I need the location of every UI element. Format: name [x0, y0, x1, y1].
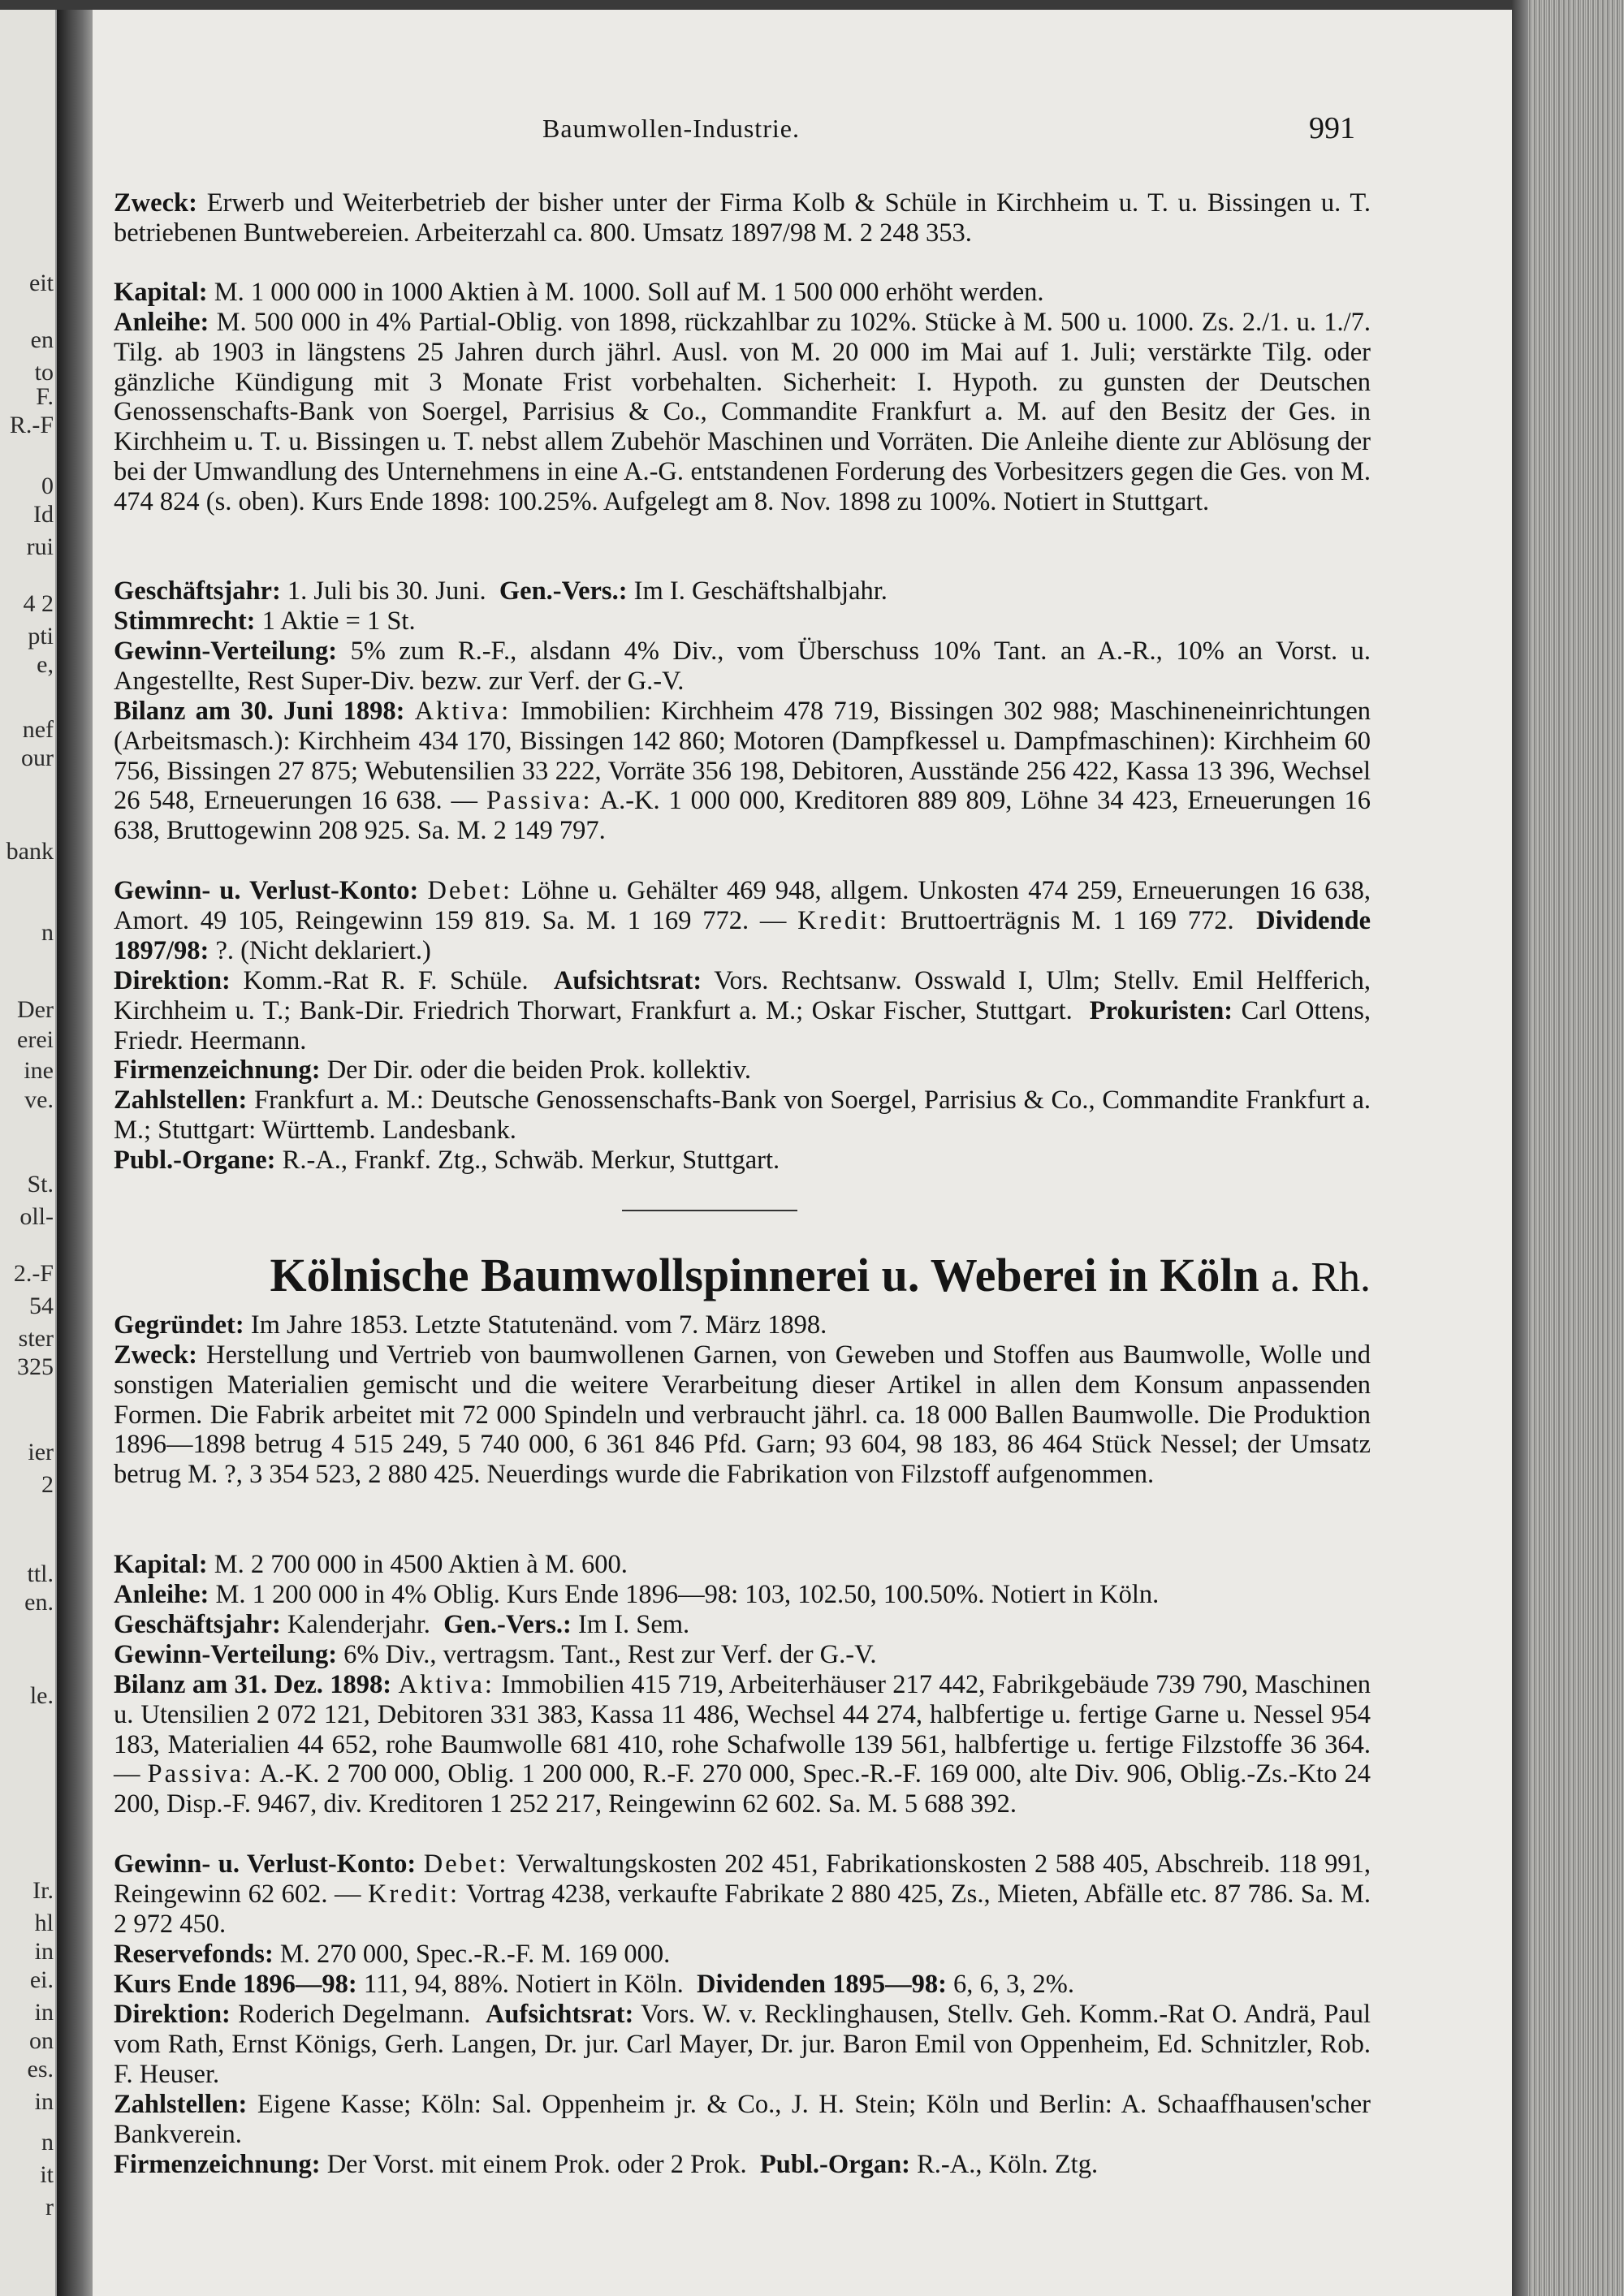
margin-fragment: ster	[18, 1325, 54, 1352]
page-edges	[1512, 0, 1624, 2296]
entry2-direktion: Direktion: Roderich Degelmann. Aufsichtsrat: Vors. W. v. Recklinghausen, Stellv. Geh. Komm.-Rat O. Andrä, Paul vom Rath, Ernst Königs, Gerh. Langen, Dr. jur. Carl Mayer, Dr. jur. Baron Emil von Oppenheim, Ed. Schnitzler, Rob. F. Heuser.	[114, 2000, 1371, 2089]
entry2-kapital: Kapital: M. 2 700 000 in 4500 Aktien à M. 600.	[114, 1550, 628, 1579]
entry1-zweck: Zweck: Erwerb und Weiterbetrieb der bisher unter der Firma Kolb & Schüle in Kirchheim u. T. u. Bissingen u. T. betriebenen Buntwebereien. Arbeiterzahl ca. 800. Umsatz 1897/98 M. 2 248 353.	[114, 188, 1371, 248]
margin-fragment: e,	[37, 651, 54, 678]
margin-fragment: Ir.	[32, 1877, 54, 1904]
book-gutter	[57, 10, 93, 2296]
entry1-kapital: Kapital: M. 1 000 000 in 1000 Aktien à M. 1000. Soll auf M. 1 500 000 erhöht werden.	[114, 278, 1044, 307]
margin-fragment: it	[40, 2161, 54, 2188]
margin-fragment: erei	[17, 1026, 54, 1053]
margin-fragment: R.-F	[9, 412, 54, 438]
margin-fragment: ttl.	[27, 1560, 54, 1587]
margin-fragment: oll-	[19, 1203, 54, 1230]
margin-fragment: pti	[28, 623, 54, 650]
entry1-firmenzeichnung: Firmenzeichnung: Der Dir. oder die beiden Prok. kollektiv.	[114, 1055, 751, 1085]
margin-fragment: 2.-F	[13, 1260, 54, 1287]
margin-fragment: ine	[24, 1057, 54, 1084]
margin-fragment: n	[41, 919, 54, 946]
margin-fragment: r	[45, 2194, 54, 2220]
margin-fragment: 325	[17, 1353, 54, 1380]
entry1-bilanz: Bilanz am 30. Juni 1898: Aktiva: Immobilien: Kirchheim 478 719, Bissingen 302 988; Maschineneinrichtungen (Arbeitsmasch.): Kirchheim 434 170, Bissingen 142 860; Motoren (Dampfkessel u. Dampfmaschinen): Kirchheim 60 756, Bissingen 27 875; Webutensilien 33 222, Vorräte 356 198, Debitoren, Ausstände 256 422, Kassa 13 396, Wechsel 26 548, Erneuerungen 16 638. — Passiva: A.-K. 1 000 000, Kreditoren 889 809, Löhne 34 423, Erneuerungen 16 638, Bruttogewinn 208 925. Sa. M. 2 149 797.	[114, 697, 1371, 846]
entry2-bilanz: Bilanz am 31. Dez. 1898: Aktiva: Immobilien 415 719, Arbeiterhäuser 217 442, Fabrikgebäude 739 790, Maschinen u. Utensilien 2 072 121, Debitoren 331 383, Kassa 11 486, Wechsel 44 274, halbfertige u. fertige Garne u. Nessel 954 183, Materialien 44 652, rohe Baumwolle 681 410, rohe Schafwolle 139 561, halbfertige u. fertige Filzstoffe 36 364. — Passiva: A.-K. 2 700 000, Oblig. 1 200 000, R.-F. 270 000, Spec.-R.-F. 169 000, alte Div. 906, Oblig.-Zs.-Kto 24 200, Disp.-F. 9467, div. Kreditoren 1 252 217, Reingewinn 62 602. Sa. M. 5 688 392.	[114, 1670, 1371, 1819]
entry1-anleihe: Anleihe: M. 500 000 in 4% Partial-Oblig. von 1898, rückzahlbar zu 102%. Stücke à M. 500 u. 1000. Zs. 2./1. u. 1./7. Tilg. ab 1903 in längstens 25 Jahren durch jährl. Ausl. von M. 20 000 im Mai auf 1. Juli; verstärkte Tilg. oder gänzliche Kündigung mit 3 Monate Frist vorbehalten. Sicherheit: I. Hypoth. zu gunsten der Deutschen Genossenschafts-Bank von Soergel, Parrisius & Co., Commandite Frankfurt a. M. auf den Besitz der Ges. in Kirchheim u. T. u. Bissingen u. T. nebst allem Zubehör Maschinen und Vorräten. Die Anleihe diente zur Ablösung der bei der Umwandlung des Unternehmens in eine A.-G. entstandenen Forderung des Vorbesitzers gegen die Ges. von M. 474 824 (s. oben). Kurs Ende 1898: 100.25%. Aufgelegt am 8. Nov. 1898 zu 100%. Notiert in Stuttgart.	[114, 308, 1371, 516]
margin-fragment: 2	[41, 1471, 54, 1498]
margin-fragment: ve.	[24, 1086, 54, 1113]
entry2-gegruendet: Gegründet: Im Jahre 1853. Letzte Statutenänd. vom 7. März 1898.	[114, 1310, 827, 1340]
margin-fragment: rui	[26, 533, 54, 560]
margin-fragment: F.	[36, 383, 54, 410]
entry2-reservefonds: Reservefonds: M. 270 000, Spec.-R.-F. M. 169 000.	[114, 1940, 671, 1969]
entry2-gewinn-verteilung: Gewinn-Verteilung: 6% Div., vertragsm. Tant., Rest zur Verf. der G.-V.	[114, 1640, 877, 1669]
entry2-gewinn-verlust-konto: Gewinn- u. Verlust-Konto: Debet: Verwaltungskosten 202 451, Fabrikationskosten 2 588 405, Abschreib. 118 991, Reingewinn 62 602. — Kredit: Vortrag 4238, verkaufte Fabrikate 2 880 425, Zs., Mieten, Abfälle etc. 87 786. Sa. M. 2 972 450.	[114, 1849, 1371, 1939]
margin-fragment: on	[29, 2027, 54, 2054]
margin-fragment: en	[30, 326, 54, 353]
entry2-anleihe: Anleihe: M. 1 200 000 in 4% Oblig. Kurs Ende 1896—98: 103, 102.50, 100.50%. Notiert in Köln.	[114, 1580, 1160, 1609]
margin-fragment: 4 2	[23, 590, 54, 617]
margin-fragment: our	[21, 744, 54, 771]
margin-fragment: in	[34, 1938, 54, 1965]
margin-fragment: ier	[28, 1439, 54, 1465]
margin-fragment: in	[34, 1999, 54, 2026]
margin-fragment: Der	[17, 996, 54, 1023]
margin-fragment: le.	[29, 1682, 54, 1709]
margin-fragment: en.	[24, 1589, 54, 1616]
entry1-direktion: Direktion: Komm.-Rat R. F. Schüle. Aufsichtsrat: Vors. Rechtsanw. Osswald I, Ulm; Stellv. Emil Helfferich, Kirchheim u. T.; Bank-Dir. Friedrich Thorwart, Frankfurt a. M.; Oskar Fischer, Stuttgart. Prokuristen: Carl Ottens, Friedr. Heermann.	[114, 966, 1371, 1055]
margin-fragment: Id	[33, 501, 54, 528]
entry2-firmenzeichnung: Firmenzeichnung: Der Vorst. mit einem Prok. oder 2 Prok. Publ.-Organ: R.-A., Köln. Ztg.	[114, 2150, 1099, 2179]
margin-fragment: nef	[22, 716, 54, 743]
margin-fragment: es.	[27, 2056, 54, 2082]
scan-top-border	[0, 0, 1624, 10]
margin-fragment: St.	[27, 1171, 54, 1198]
margin-fragment: bank	[6, 838, 54, 865]
section-divider	[622, 1210, 797, 1211]
company-title: Kölnische Baumwollspinnerei u. Weberei in Köln a. Rh.	[270, 1249, 1371, 1301]
entry1-gewinn-verteilung: Gewinn-Verteilung: 5% zum R.-F., alsdann 4% Div., vom Überschuss 10% Tant. an A.-R., 10% an Vorst. u. Angestellte, Rest Super-Div. bezw. zur Verf. der G.-V.	[114, 637, 1371, 696]
page-number: 991	[1309, 111, 1355, 145]
entry2-kurs: Kurs Ende 1896—98: 111, 94, 88%. Notiert in Köln. Dividenden 1895—98: 6, 6, 3, 2%.	[114, 1970, 1074, 1999]
margin-fragment: ei.	[29, 1966, 54, 1993]
entry1-publ-organe: Publ.-Organe: R.-A., Frankf. Ztg., Schwäb. Merkur, Stuttgart.	[114, 1146, 780, 1175]
margin-fragment: 54	[29, 1293, 54, 1319]
margin-fragment: to	[34, 359, 54, 386]
entry1-geschaeftsjahr: Geschäftsjahr: 1. Juli bis 30. Juni. Gen.-Vers.: Im I. Geschäftshalbjahr.	[114, 576, 888, 606]
margin-fragment: hl	[34, 1910, 54, 1936]
entry2-zweck: Zweck: Herstellung und Vertrieb von baumwollenen Garnen, von Geweben und Stoffen aus Baumwolle, Wolle und sonstigen Materialien gemischt und die weitere Verarbeitung dieser Artikel in allen dem Konsum anpassenden Formen. Die Fabrik arbeitet mit 72 000 Spindeln und verbraucht jährl. ca. 18 000 Ballen Baumwolle. Die Produktion 1896—1898 betrug 4 515 249, 5 740 000, 6 361 846 Pfd. Garn; 93 604, 98 183, 86 464 Stück Nessel; der Umsatz betrug M. ?, 3 354 523, 2 880 425. Neuerdings wurde die Fabrikation von Filzstoff aufgenommen.	[114, 1340, 1371, 1490]
entry1-stimmrecht: Stimmrecht: 1 Aktie = 1 St.	[114, 606, 416, 636]
entry1-gewinn-verlust-konto: Gewinn- u. Verlust-Konto: Debet: Löhne u. Gehälter 469 948, allgem. Unkosten 474 259, Erneuerungen 16 638, Amort. 49 105, Reingewinn 159 819. Sa. M. 1 169 772. — Kredit: Bruttoerträgnis M. 1 169 772. Dividende 1897/98: ?. (Nicht deklariert.)	[114, 876, 1371, 965]
entry2-zahlstellen: Zahlstellen: Eigene Kasse; Köln: Sal. Oppenheim jr. & Co., J. H. Stein; Köln und Berlin: A. Schaaffhausen'scher Bankverein.	[114, 2090, 1371, 2149]
entry2-geschaeftsjahr: Geschäftsjahr: Kalenderjahr. Gen.-Vers.: Im I. Sem.	[114, 1610, 690, 1639]
margin-fragment: 0	[41, 473, 54, 499]
margin-fragment: in	[34, 2088, 54, 2115]
running-head: Baumwollen-Industrie.	[542, 114, 800, 143]
margin-fragment: n	[41, 2129, 54, 2156]
entry1-zahlstellen: Zahlstellen: Frankfurt a. M.: Deutsche Genossenschafts-Bank von Soergel, Parrisius & Co., Commandite Frankfurt a. M.; Stuttgart: Württemb. Landesbank.	[114, 1085, 1371, 1145]
margin-fragment: eit	[29, 270, 54, 296]
